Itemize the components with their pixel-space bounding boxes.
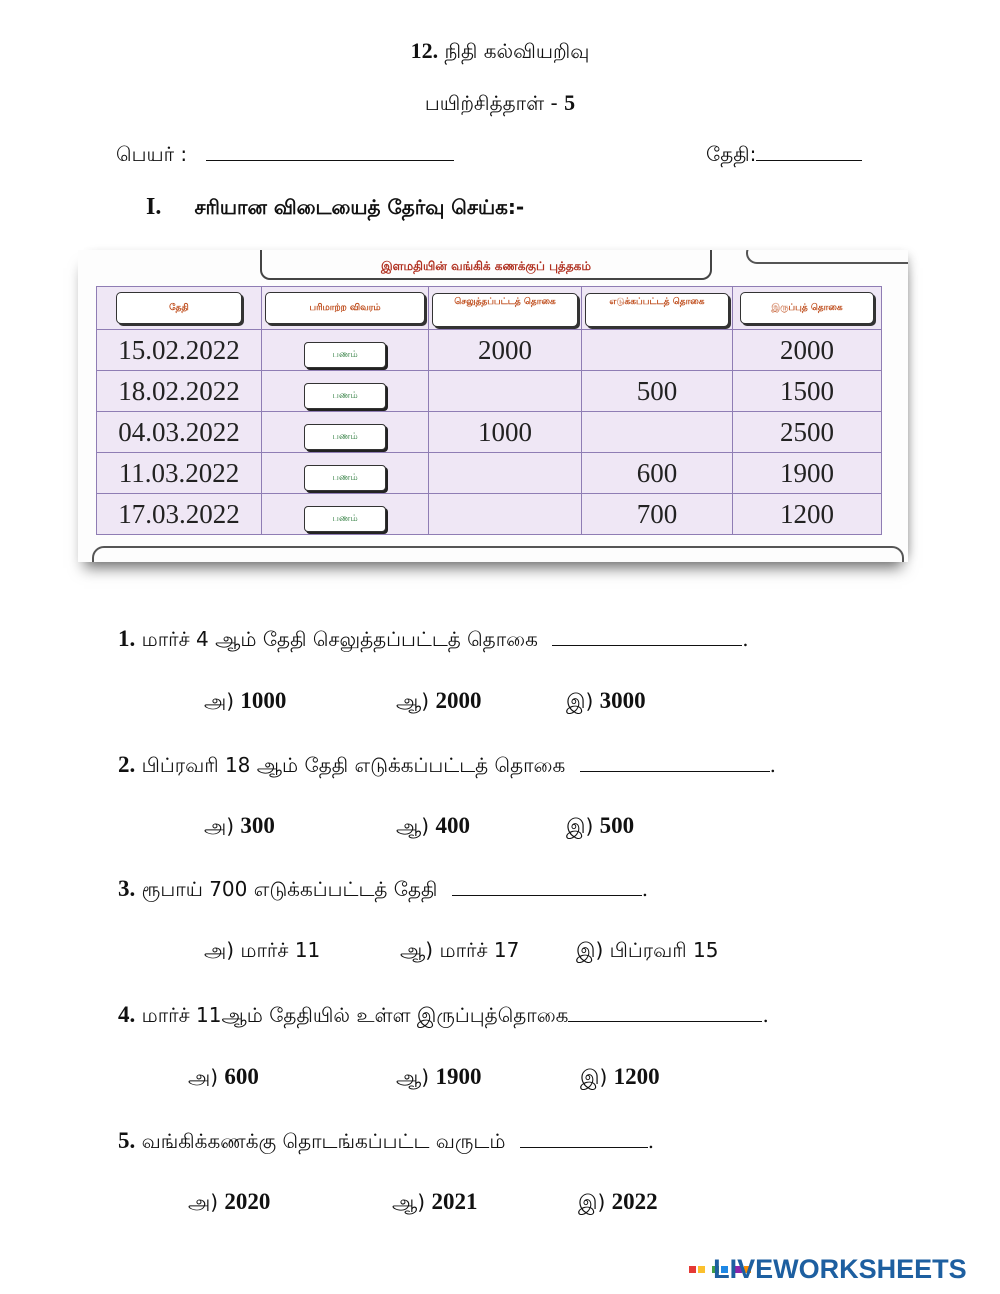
option-b[interactable]: ஆ) 2000 [396, 688, 482, 713]
cell-date: 11.03.2022 [97, 453, 262, 494]
table-row [97, 371, 882, 412]
col-header-detail: பரிமாற்ற விவரம் [265, 292, 425, 324]
col-header-date: தேதி [116, 292, 242, 324]
cell-date: 18.02.2022 [97, 371, 262, 412]
answer-blank[interactable] [580, 753, 770, 772]
question-text: பிப்ரவரி 18 ஆம் தேதி எடுக்கப்பட்டத் தொகை [141, 753, 566, 777]
cell-balance: 2500 [733, 412, 882, 453]
question-5: 5. வங்கிக்கணக்கு தொடங்கப்பட்ட வருடம் . [118, 1128, 655, 1153]
option-b[interactable]: ஆ) 400 [396, 813, 470, 838]
cell-balance: 2000 [733, 330, 882, 371]
cell-deposit: 1000 [429, 412, 582, 453]
passbook-table [96, 286, 882, 535]
name-row [116, 142, 454, 169]
option-a[interactable]: அ) 2020 [188, 1189, 271, 1214]
col-header-balance: இருப்புத் தொகை [740, 292, 874, 324]
col-header-deposit: செலுத்தப்பட்டத் தொகை [432, 293, 578, 327]
option-c[interactable]: இ) 2022 [578, 1189, 658, 1214]
worksheet-subject: நிதி கல்வியறிவு [444, 39, 590, 63]
section-heading [146, 194, 524, 222]
question-number: 3. [118, 876, 136, 901]
date-row [706, 142, 862, 169]
section-instruction: சரியான விடையைத் தேர்வு செய்க:- [194, 195, 525, 219]
col-header-withdraw: எடுக்கப்பட்டத் தொகை [585, 293, 729, 327]
paper-number: 5 [564, 90, 576, 115]
passbook-header-row [97, 287, 882, 330]
table-row [97, 412, 882, 453]
cell-detail: பணம் [304, 383, 386, 409]
question-text: மார்ச் 4 ஆம் தேதி செலுத்தப்பட்டத் தொகை [141, 627, 538, 651]
question-2: 2. பிப்ரவரி 18 ஆம் தேதி எடுக்கப்பட்டத் தொகை . [118, 752, 776, 777]
table-row [97, 330, 882, 371]
cell-withdraw [582, 330, 733, 371]
paper-title [0, 90, 1000, 118]
answer-blank[interactable] [552, 627, 742, 646]
cell-detail: பணம் [304, 506, 386, 532]
logo-text: LIVEWORKSHEETS [713, 1254, 967, 1284]
question-number: 1. [118, 626, 136, 651]
cell-deposit [429, 453, 582, 494]
option-c[interactable]: இ) 1200 [580, 1064, 660, 1089]
question-number: 4. [118, 1002, 136, 1027]
name-label: பெயர் : [116, 142, 188, 166]
answer-blank[interactable] [520, 1129, 648, 1148]
option-c[interactable]: இ) 3000 [566, 688, 646, 713]
question-1: 1. மார்ச் 4 ஆம் தேதி செலுத்தப்பட்டத் தொகை . [118, 626, 749, 651]
option-b[interactable]: ஆ) மார்ச் 17 [400, 938, 520, 962]
option-a[interactable]: அ) மார்ச் 11 [204, 938, 321, 962]
cell-detail: பணம் [304, 342, 386, 368]
cell-detail: பணம் [304, 424, 386, 450]
passbook-side-box [746, 250, 908, 264]
liveworksheets-logo [688, 1254, 967, 1285]
option-b[interactable]: ஆ) 1900 [396, 1064, 482, 1089]
option-c[interactable]: இ) 500 [566, 813, 635, 838]
logo-blocks-icon [688, 1265, 708, 1274]
question-4: 4. மார்ச் 11ஆம் தேதியில் உள்ள இருப்புத்தொகை . [118, 1002, 769, 1027]
option-c[interactable]: இ) பிப்ரவரி 15 [576, 938, 719, 962]
passbook-bottom-box [92, 546, 904, 562]
name-input-line[interactable] [206, 142, 454, 161]
cell-withdraw: 500 [582, 371, 733, 412]
cell-date: 17.03.2022 [97, 494, 262, 535]
option-b[interactable]: ஆ) 2021 [392, 1189, 478, 1214]
bank-passbook-image [78, 250, 908, 562]
answer-blank[interactable] [452, 877, 642, 896]
question-text: மார்ச் 11ஆம் தேதியில் உள்ள இருப்புத்தொகை [141, 1003, 569, 1027]
passbook-title: இளமதியின் வங்கிக் கணக்குப் புத்தகம் [260, 250, 712, 280]
section-roman: I. [146, 194, 162, 220]
date-input-line[interactable] [756, 142, 862, 161]
cell-detail: பணம் [304, 465, 386, 491]
cell-withdraw [582, 412, 733, 453]
cell-withdraw: 700 [582, 494, 733, 535]
worksheet-number: 12. [410, 38, 439, 63]
date-label: தேதி: [706, 142, 757, 166]
option-a[interactable]: அ) 1000 [204, 688, 287, 713]
answer-blank[interactable] [568, 1003, 762, 1022]
question-text: ரூபாய் 700 எடுக்கப்பட்டத் தேதி [141, 877, 438, 901]
cell-balance: 1500 [733, 371, 882, 412]
worksheet-title [0, 38, 1000, 66]
table-row [97, 494, 882, 535]
cell-deposit [429, 371, 582, 412]
cell-date: 04.03.2022 [97, 412, 262, 453]
question-3: 3. ரூபாய் 700 எடுக்கப்பட்டத் தேதி . [118, 876, 649, 901]
cell-balance: 1900 [733, 453, 882, 494]
table-row [97, 453, 882, 494]
question-text: வங்கிக்கணக்கு தொடங்கப்பட்ட வருடம் [141, 1129, 506, 1153]
cell-withdraw: 600 [582, 453, 733, 494]
cell-deposit: 2000 [429, 330, 582, 371]
paper-label: பயிற்சித்தாள் - [424, 91, 558, 115]
question-number: 2. [118, 752, 136, 777]
question-number: 5. [118, 1128, 136, 1153]
option-a[interactable]: அ) 300 [204, 813, 275, 838]
cell-deposit [429, 494, 582, 535]
option-a[interactable]: அ) 600 [188, 1064, 259, 1089]
cell-date: 15.02.2022 [97, 330, 262, 371]
cell-balance: 1200 [733, 494, 882, 535]
